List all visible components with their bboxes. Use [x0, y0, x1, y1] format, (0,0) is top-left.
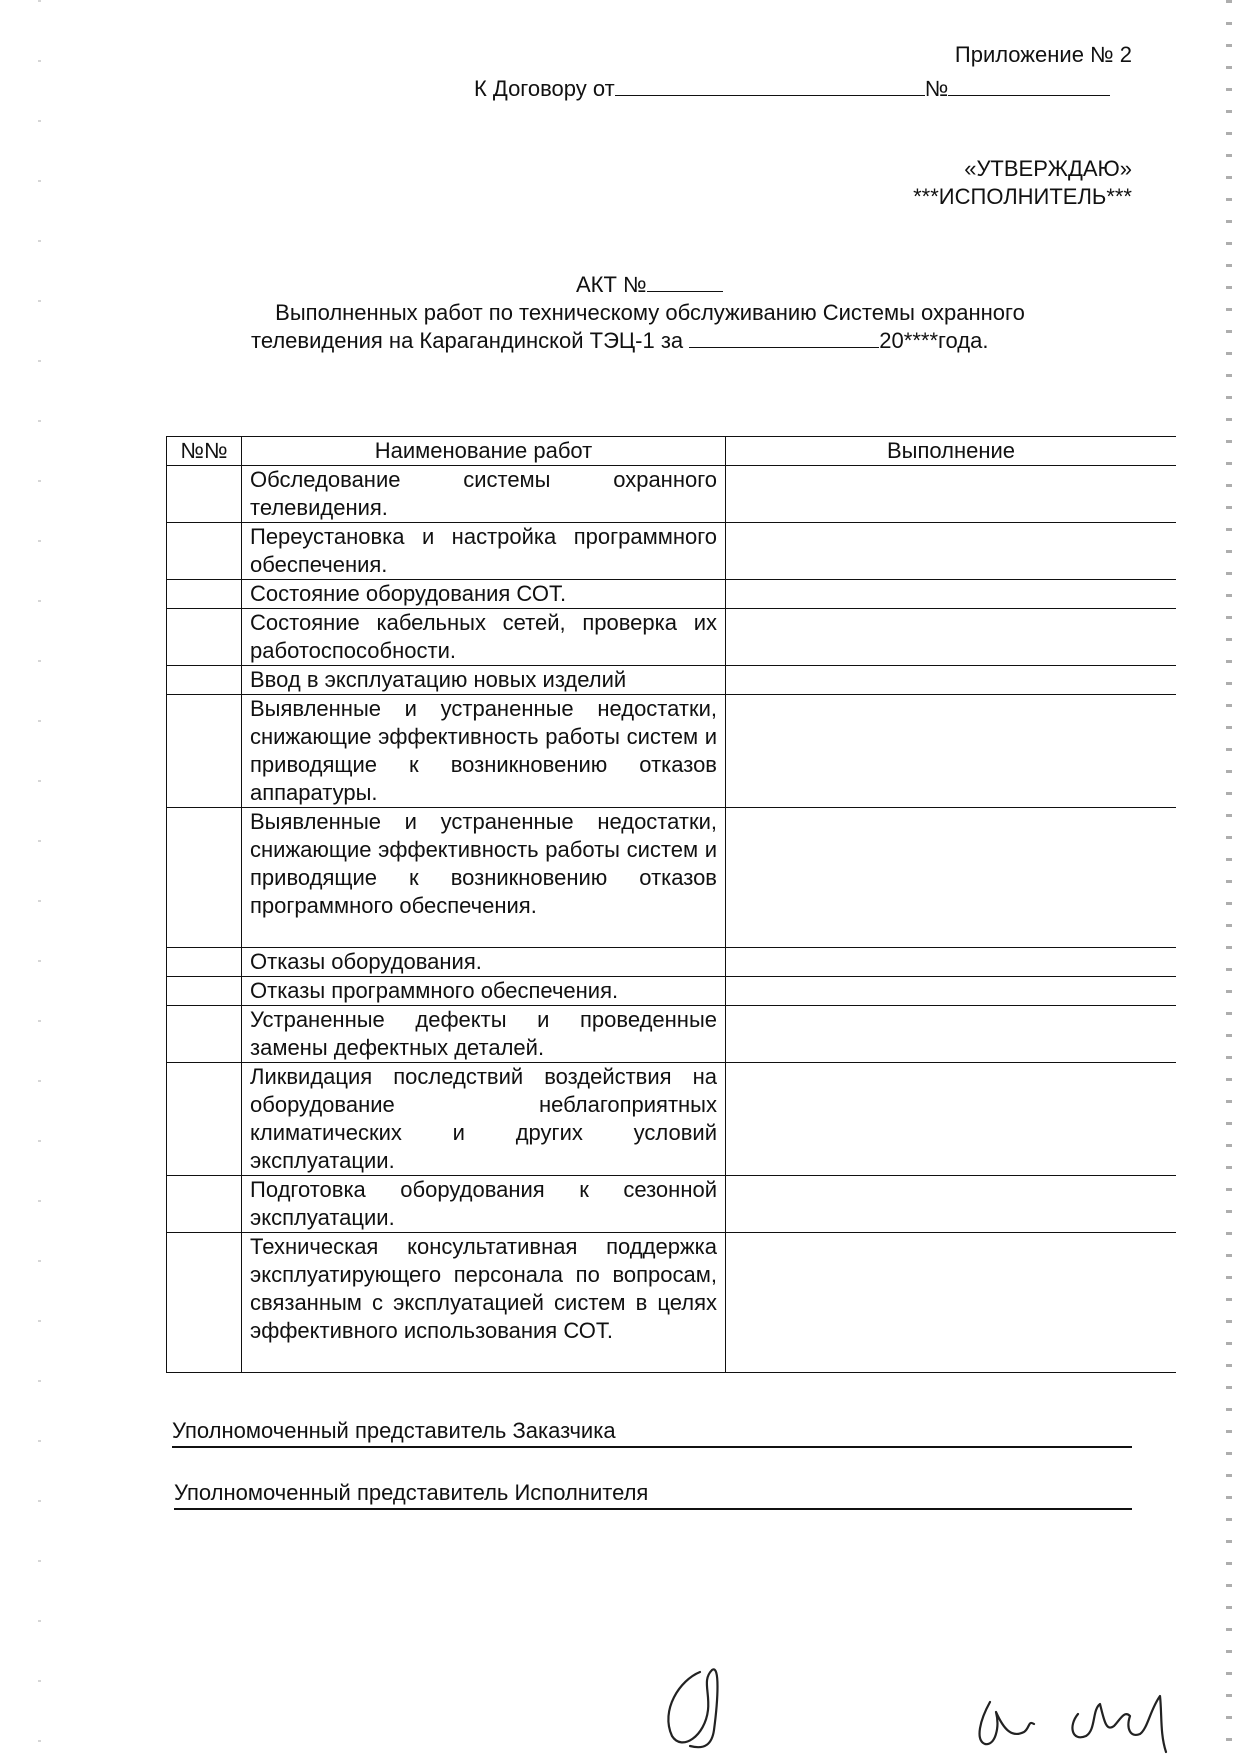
work-name-cell: Устраненные дефекты и проведенные замены дефектных деталей. — [242, 1006, 726, 1063]
table-row — [167, 609, 1177, 666]
completion-cell — [726, 808, 1177, 948]
completion-cell — [726, 523, 1177, 580]
work-name-cell: Отказы оборудования. — [242, 948, 726, 977]
act-number-blank — [647, 273, 723, 292]
row-number-cell — [167, 1006, 242, 1063]
signature-initials-left — [668, 1669, 717, 1747]
row-number-cell — [167, 1176, 242, 1233]
act-title — [576, 272, 723, 298]
row-number-cell — [167, 948, 242, 977]
table-row — [167, 1176, 1177, 1233]
contract-prefix: К Договору от — [474, 76, 615, 101]
work-name-cell: Выявленные и устраненные недостатки, снижающие эффективность работы систем и приводящие к возникновению отказов аппаратуры. — [242, 695, 726, 808]
row-number-cell — [167, 580, 242, 609]
row-number-cell — [167, 523, 242, 580]
completion-cell — [726, 695, 1177, 808]
completion-cell — [726, 466, 1177, 523]
customer-signature-line — [172, 1416, 1132, 1448]
handwritten-signatures — [0, 1640, 1240, 1754]
row-number-cell — [167, 609, 242, 666]
signature-executor-1 — [980, 1702, 1034, 1744]
work-name-cell: Состояние оборудования СОТ. — [242, 580, 726, 609]
customer-representative-label: Уполномоченный представитель Заказчика — [172, 1418, 616, 1443]
works-table-body — [167, 466, 1177, 1373]
table-header-row — [167, 437, 1177, 466]
contract-number-blank — [948, 77, 1110, 96]
completion-cell — [726, 1063, 1177, 1176]
table-row — [167, 1006, 1177, 1063]
table-row — [167, 580, 1177, 609]
executor-label: ***ИСПОЛНИТЕЛЬ*** — [913, 184, 1132, 209]
scan-edge-marks-left — [38, 0, 41, 1754]
approve-label: «УТВЕРЖДАЮ» — [964, 156, 1132, 181]
completion-cell — [726, 580, 1177, 609]
period-blank — [689, 329, 879, 348]
table-row — [167, 1233, 1177, 1373]
completion-cell — [726, 948, 1177, 977]
work-name-cell: Обследование системы охранного телевидения. — [242, 466, 726, 523]
work-name-cell: Ввод в эксплуатацию новых изделий — [242, 666, 726, 695]
work-name-cell: Отказы программного обеспечения. — [242, 977, 726, 1006]
signature-executor-2 — [1072, 1696, 1166, 1752]
work-name-cell: Состояние кабельных сетей, проверка их работоспособности. — [242, 609, 726, 666]
table-row — [167, 948, 1177, 977]
scan-edge-marks — [1226, 0, 1232, 1754]
executor-signature-line — [174, 1478, 1132, 1510]
work-name-cell: Подготовка оборудования к сезонной эксплуатации. — [242, 1176, 726, 1233]
title-line-2 — [251, 328, 989, 354]
table-row — [167, 466, 1177, 523]
work-name-cell: Техническая консультативная поддержка эксплуатирующего персонала по вопросам, связанным с эксплуатацией систем в целях эффективного использования СОТ. — [242, 1233, 726, 1373]
executor-representative-label: Уполномоченный представитель Исполнителя — [174, 1480, 649, 1505]
title-line-1: Выполненных работ по техническому обслуживанию Системы охранного — [275, 300, 1025, 325]
completion-cell — [726, 666, 1177, 695]
row-number-cell — [167, 466, 242, 523]
completion-cell — [726, 609, 1177, 666]
header-work-name: Наименование работ — [242, 437, 726, 466]
header-number: №№ — [167, 437, 242, 466]
completion-cell — [726, 1233, 1177, 1373]
header-completion: Выполнение — [726, 437, 1177, 466]
works-table — [166, 436, 1176, 1373]
row-number-cell — [167, 808, 242, 948]
work-name-cell: Ликвидация последствий воздействия на оборудование неблагоприятных климатических и других условий эксплуатации. — [242, 1063, 726, 1176]
row-number-cell — [167, 1063, 242, 1176]
table-row — [167, 1063, 1177, 1176]
contract-line — [474, 76, 1110, 102]
table-row — [167, 808, 1177, 948]
contract-date-blank — [615, 77, 925, 96]
title-line-2-prefix: телевидения на Карагандинской ТЭЦ-1 за — [251, 328, 684, 353]
work-name-cell: Переустановка и настройка программного обеспечения. — [242, 523, 726, 580]
table-row — [167, 977, 1177, 1006]
title-line-2-suffix: 20****года. — [879, 328, 989, 353]
completion-cell — [726, 1176, 1177, 1233]
row-number-cell — [167, 1233, 242, 1373]
completion-cell — [726, 1006, 1177, 1063]
completion-cell — [726, 977, 1177, 1006]
row-number-cell — [167, 695, 242, 808]
table-row — [167, 523, 1177, 580]
table-row — [167, 695, 1177, 808]
contract-number-label: № — [924, 76, 949, 101]
act-number-label: АКТ № — [576, 272, 647, 297]
row-number-cell — [167, 977, 242, 1006]
work-name-cell: Выявленные и устраненные недостатки, снижающие эффективность работы систем и приводящие к возникновению отказов программного обеспечения. — [242, 808, 726, 948]
table-row — [167, 666, 1177, 695]
row-number-cell — [167, 666, 242, 695]
appendix-label: Приложение № 2 — [954, 42, 1132, 67]
